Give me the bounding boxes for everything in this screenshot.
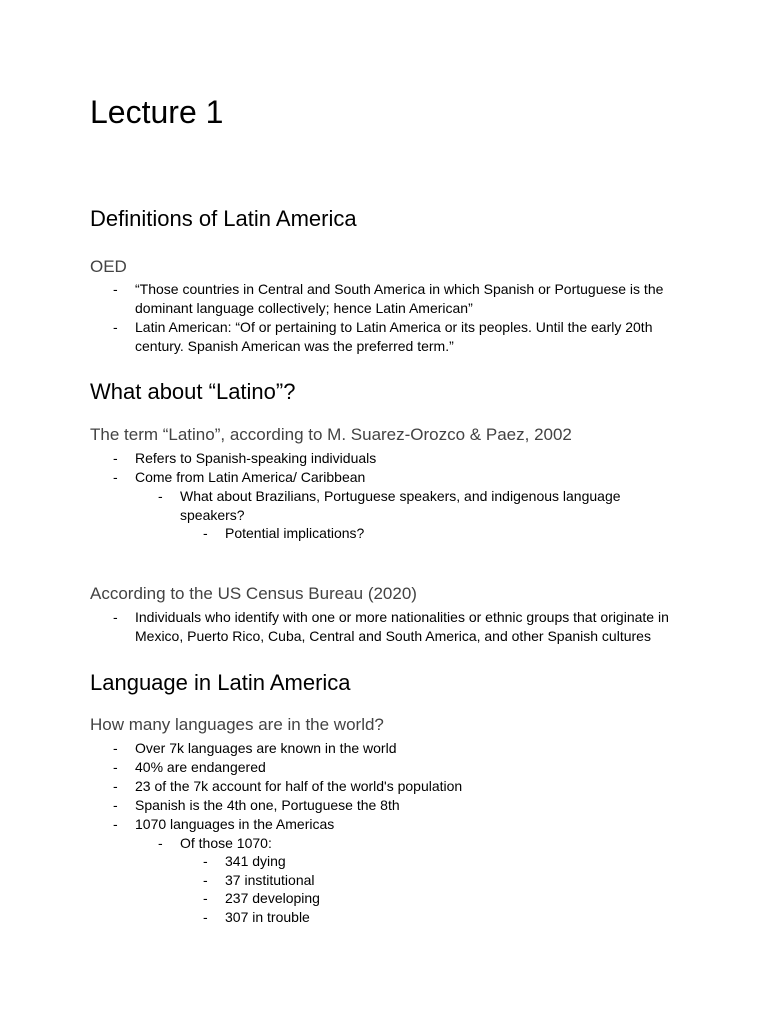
section-heading-definitions: Definitions of Latin America <box>90 206 357 231</box>
bullet-dash: - <box>203 890 208 906</box>
list-item-text: 341 dying <box>225 853 286 869</box>
subheading-latino-term: The term “Latino”, according to M. Suarez-Orozco & Paez, 2002 <box>90 425 572 444</box>
bullet-dash: - <box>113 281 118 297</box>
list-item-text: Latin American: “Of or pertaining to Latin America or its peoples. Until the early 20th century. Spanish American was the preferred term.” <box>135 319 653 354</box>
list-item-text: Come from Latin America/ Caribbean <box>135 469 366 485</box>
section-heading-language: Language in Latin America <box>90 670 351 695</box>
bullet-dash: - <box>113 319 118 335</box>
section-heading-latino: What about “Latino”? <box>90 379 296 404</box>
bullet-dash: - <box>203 853 208 869</box>
list-item-text: “Those countries in Central and South America in which Spanish or Portuguese is the dominant language collectively; hence Latin American” <box>135 281 664 316</box>
bullet-dash: - <box>113 797 118 813</box>
subheading-languages-world: How many languages are in the world? <box>90 715 384 734</box>
bullet-dash: - <box>113 609 118 625</box>
subheading-oed: OED <box>90 257 127 276</box>
bullet-dash: - <box>113 778 118 794</box>
bullet-dash: - <box>203 525 208 541</box>
list-item-text: Over 7k languages are known in the world <box>135 740 397 756</box>
list-item-text: 307 in trouble <box>225 909 310 925</box>
list-item-text: 37 institutional <box>225 872 315 888</box>
bullet-dash: - <box>158 835 163 851</box>
list-item-text: What about Brazilians, Portuguese speakers, and indigenous language speakers? <box>180 488 621 523</box>
list-item-text: 23 of the 7k account for half of the world's population <box>135 778 463 794</box>
list-item-text: Spanish is the 4th one, Portuguese the 8th <box>135 797 400 813</box>
list-item-text: 1070 languages in the Americas <box>135 816 335 832</box>
subheading-census: According to the US Census Bureau (2020) <box>90 584 417 603</box>
bullet-dash: - <box>113 759 118 775</box>
list-item-text: Individuals who identify with one or more nationalities or ethnic groups that originate in Mexico, Puerto Rico, Cuba, Central and South America, and other Spanish cultures <box>135 609 669 644</box>
list-item-text: Potential implications? <box>225 525 365 541</box>
list-item-text: 40% are endangered <box>135 759 266 775</box>
list-item-text: Refers to Spanish-speaking individuals <box>135 450 377 466</box>
bullet-dash: - <box>113 740 118 756</box>
bullet-dash: - <box>113 450 118 466</box>
bullet-dash: - <box>113 816 118 832</box>
list-item-text: 237 developing <box>225 890 320 906</box>
bullet-dash: - <box>203 909 208 925</box>
list-item-text: Of those 1070: <box>180 835 272 851</box>
document-title: Lecture 1 <box>90 94 224 130</box>
bullet-dash: - <box>203 872 208 888</box>
bullet-dash: - <box>158 488 163 504</box>
bullet-dash: - <box>113 469 118 485</box>
